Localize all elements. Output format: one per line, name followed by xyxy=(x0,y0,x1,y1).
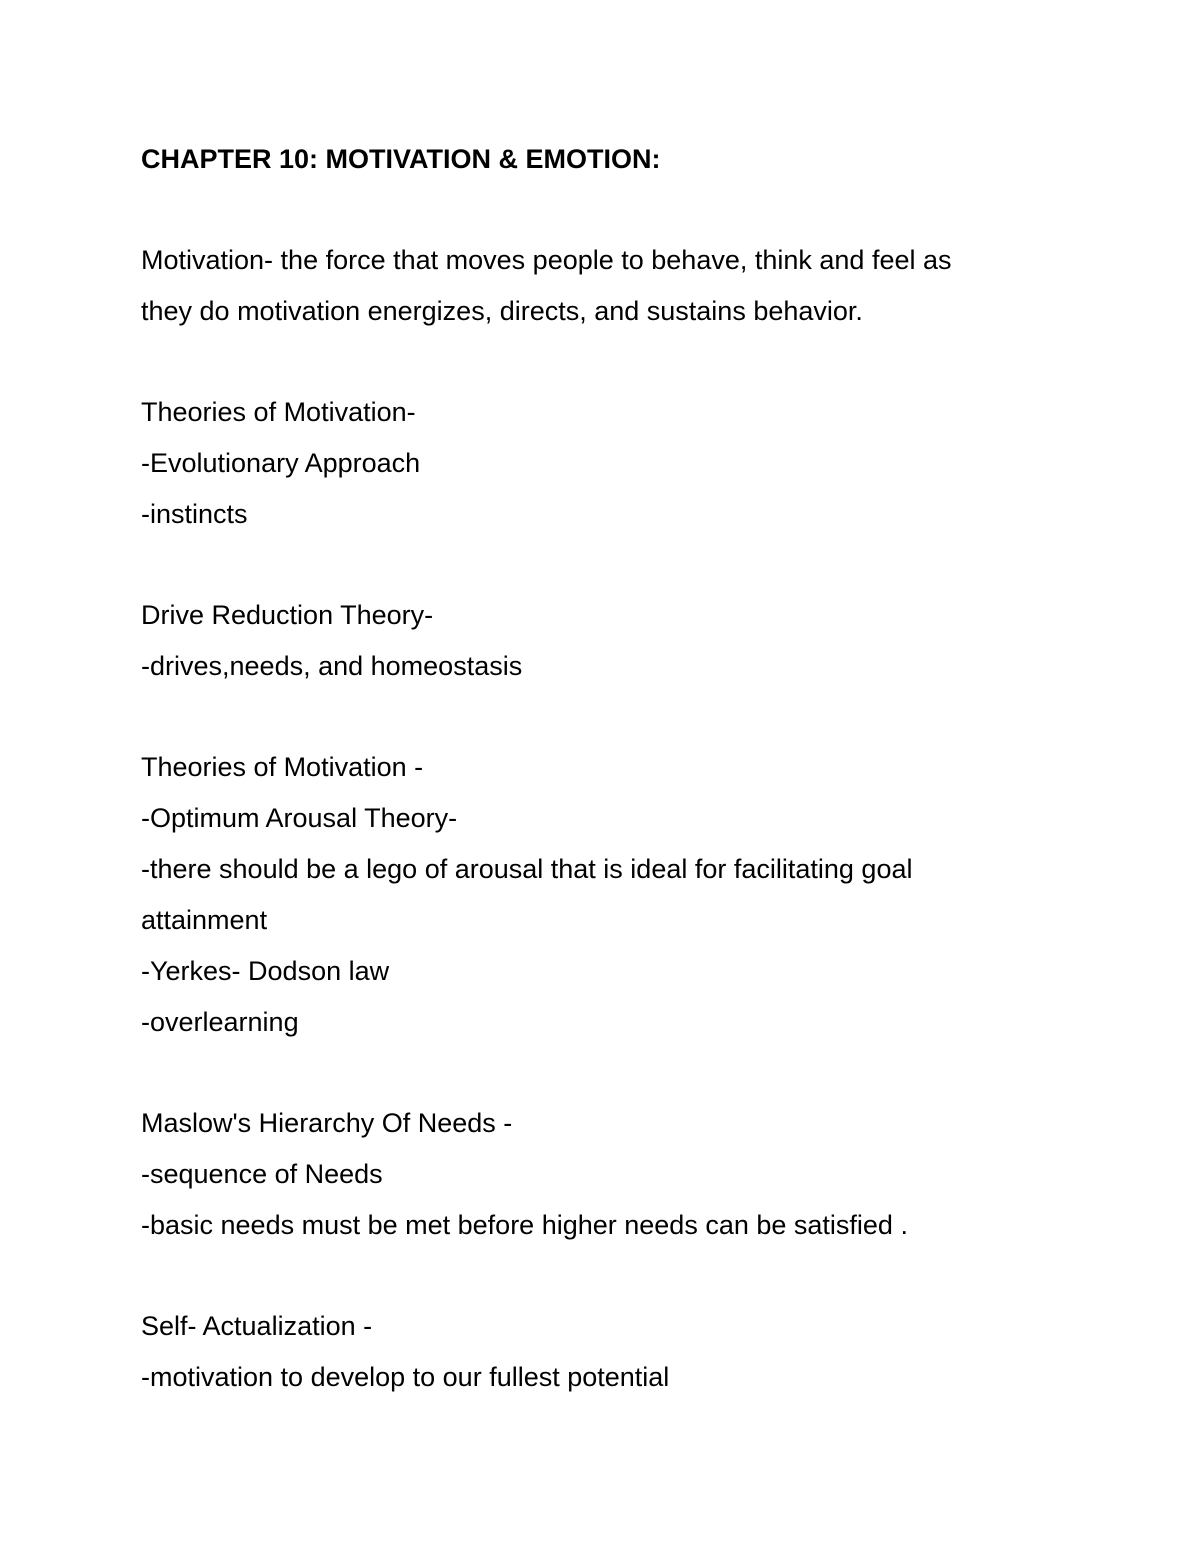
section-heading-self-actualization: Self- Actualization - xyxy=(141,1311,373,1341)
list-item: -basic needs must be met before higher needs can be satisfied . xyxy=(141,1210,908,1240)
section-heading-maslows-hierarchy: Maslow's Hierarchy Of Needs - xyxy=(141,1108,513,1138)
section-heading-drive-reduction-theory: Drive Reduction Theory- xyxy=(141,600,434,630)
motivation-definition-line-2: they do motivation energizes, directs, and sustains behavior. xyxy=(141,296,863,326)
list-item: -instincts xyxy=(141,499,248,529)
spacer xyxy=(141,692,1101,742)
list-item: -sequence of Needs xyxy=(141,1159,383,1189)
list-item: -drives,needs, and homeostasis xyxy=(141,651,523,681)
spacer xyxy=(141,185,1101,235)
list-item: -Yerkes- Dodson law xyxy=(141,956,390,986)
list-item: attainment xyxy=(141,905,268,935)
spacer xyxy=(141,1048,1101,1098)
section-heading-theories-of-motivation: Theories of Motivation- xyxy=(141,397,416,427)
document-content xyxy=(141,134,1101,1403)
section-heading-theories-of-motivation-2: Theories of Motivation - xyxy=(141,752,424,782)
chapter-title: CHAPTER 10: MOTIVATION & EMOTION: xyxy=(141,144,661,174)
list-item: -Evolutionary Approach xyxy=(141,448,421,478)
list-item: -motivation to develop to our fullest potential xyxy=(141,1362,670,1392)
spacer xyxy=(141,540,1101,590)
list-item: -Optimum Arousal Theory- xyxy=(141,803,458,833)
spacer xyxy=(141,1251,1101,1301)
motivation-definition-line-1: Motivation- the force that moves people to behave, think and feel as xyxy=(141,245,952,275)
list-item: -there should be a lego of arousal that is ideal for facilitating goal xyxy=(141,854,913,884)
list-item: -overlearning xyxy=(141,1007,299,1037)
spacer xyxy=(141,337,1101,387)
